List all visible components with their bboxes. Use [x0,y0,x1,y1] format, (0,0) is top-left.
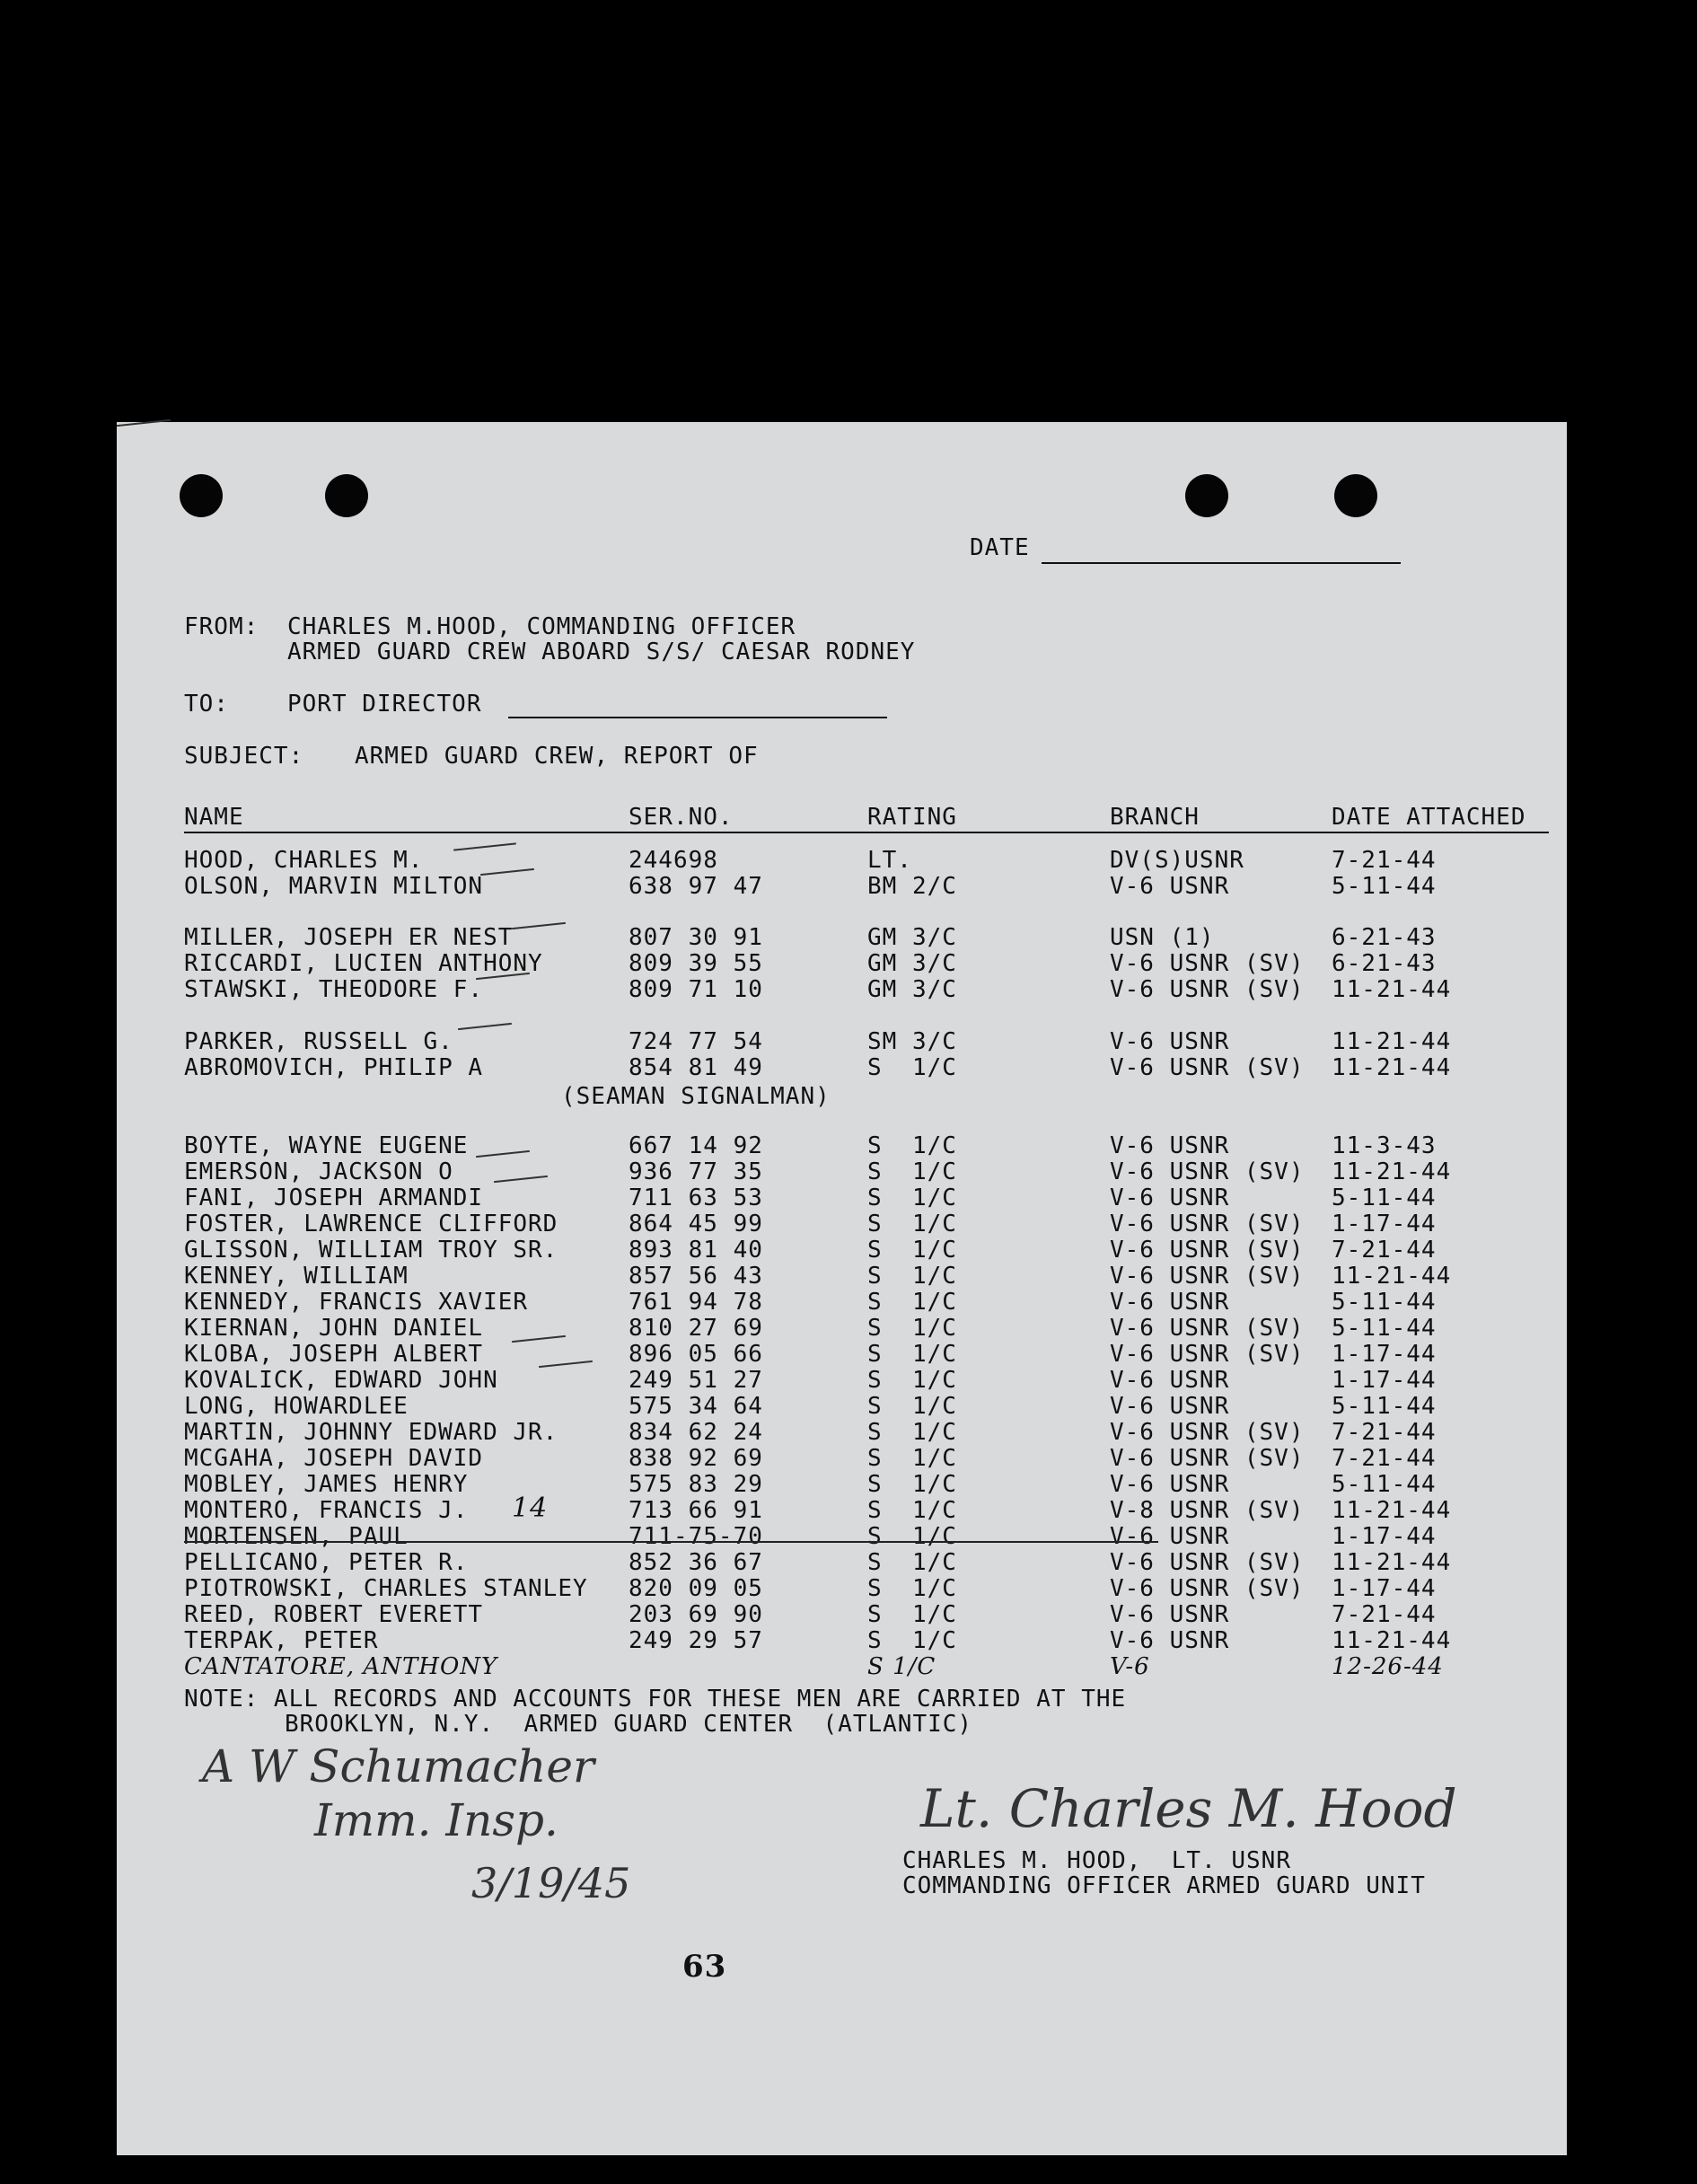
cell-ser: 857 56 43 [629,1263,763,1290]
cell-rating: S 1/C [867,1158,957,1185]
table-row [117,1394,1567,1420]
cell-rating: S 1/C [867,1497,957,1524]
cell-branch: V-6 USNR (SV) [1110,1419,1305,1446]
cell-ser: 838 92 69 [629,1445,763,1472]
cell-ser: 807 30 91 [629,924,763,951]
cell-date: 7-21-44 [1332,1237,1437,1264]
cell-name: HOOD, CHARLES M. [184,847,424,874]
cell-date: 12-26-44 [1332,1653,1444,1680]
cell-branch: V-6 USNR [1110,1627,1230,1654]
cell-branch: V-6 USNR (SV) [1110,1158,1305,1185]
cell-name: FANI, JOSEPH ARMANDI [184,1184,484,1211]
cell-date: 5-11-44 [1332,1315,1437,1342]
cell-rating: LT. [867,847,912,874]
cell-date: 5-11-44 [1332,873,1437,900]
table-row [117,1342,1567,1368]
cell-name: PELLICANO, PETER R. [184,1549,469,1576]
cell-name: FOSTER, LAWRENCE CLIFFORD [184,1211,558,1237]
punch-hole [1185,474,1228,517]
table-row [117,1654,1567,1680]
cell-rating: S 1/C [867,1237,957,1264]
cell-name: GLISSON, WILLIAM TROY SR. [184,1237,558,1264]
table-row [117,1524,1567,1550]
cell-branch: V-6 USNR (SV) [1110,1575,1305,1602]
cell-rating: BM 2/C [867,873,957,900]
signature-line-1: CHARLES M. HOOD, LT. USNR [902,1847,1291,1874]
cell-rating: S 1/C [867,1627,957,1654]
cell-name: KOVALICK, EDWARD JOHN [184,1367,498,1394]
cell-rating: S 1/C [867,1601,957,1628]
table-row [117,1493,1567,1524]
cell-date: 1-17-44 [1332,1211,1437,1237]
cell-ser: 810 27 69 [629,1315,763,1342]
cell-date: 11-21-44 [1332,1497,1452,1524]
cell-branch: V-6 USNR [1110,1523,1230,1550]
cell-rating: S 1/C [867,1054,957,1081]
cell-rating: S 1/C [867,1367,957,1394]
cell-branch: V-6 USNR [1110,1601,1230,1628]
cell-ser: 896 05 66 [629,1341,763,1368]
cell-branch: V-6 USNR [1110,1184,1230,1211]
cell-branch: USN (1) [1110,924,1215,951]
cell-rating: S 1/C [867,1393,957,1420]
cell-name: MONTERO, FRANCIS J. [184,1497,469,1524]
cell-date: 5-11-44 [1332,1471,1437,1498]
page-number: 63 [682,1949,727,1985]
table-row [117,925,1567,951]
table-row [117,1420,1567,1446]
signature-line-2: COMMANDING OFFICER ARMED GUARD UNIT [902,1872,1426,1899]
cell-rating: S 1/C [867,1315,957,1342]
cell-ser: 809 71 10 [629,976,763,1003]
cell-date: 11-21-44 [1332,1028,1452,1055]
cell-rating: S 1/C [867,1653,936,1680]
cell-ser: 820 09 05 [629,1575,763,1602]
check-mark [117,419,171,427]
cell-date: 6-21-43 [1332,924,1437,951]
cell-name: MARTIN, JOHNNY EDWARD JR. [184,1419,558,1446]
table-row [117,1029,1567,1055]
signalman-note: (SEAMAN SIGNALMAN) [561,1083,831,1110]
cell-ser: 575 34 64 [629,1393,763,1420]
cell-rating: S 1/C [867,1341,957,1368]
cell-rating: S 1/C [867,1549,957,1576]
cell-ser: 713 66 91 [629,1497,763,1524]
table-row [117,1550,1567,1576]
cell-branch: V-6 USNR (SV) [1110,1211,1305,1237]
cell-ser: 249 29 57 [629,1627,763,1654]
table-row [117,951,1567,977]
to-value: PORT DIRECTOR [287,691,482,718]
cell-rating: S 1/C [867,1419,957,1446]
cell-name: OLSON, MARVIN MILTON [184,873,484,900]
cell-name: MCGAHA, JOSEPH DAVID [184,1445,484,1472]
col-name: NAME [184,804,244,831]
cell-branch: V-6 USNR (SV) [1110,1445,1305,1472]
table-row [117,1159,1567,1185]
cell-rating: S 1/C [867,1211,957,1237]
table-row [117,1602,1567,1628]
table-row [117,1264,1567,1290]
cell-date: 1-17-44 [1332,1367,1437,1394]
cell-branch: V-6 USNR [1110,1028,1230,1055]
cell-rating: GM 3/C [867,950,957,977]
cell-branch: V-6 USNR (SV) [1110,1054,1305,1081]
cell-ser: 711 63 53 [629,1184,763,1211]
cell-name: KENNEY, WILLIAM [184,1263,409,1290]
cell-rating: GM 3/C [867,976,957,1003]
cell-rating: S 1/C [867,1184,957,1211]
cell-branch: V-6 USNR [1110,1289,1230,1316]
cell-name: STAWSKI, THEODORE F. [184,976,484,1003]
document-page [117,422,1567,2155]
cell-date: 11-21-44 [1332,976,1452,1003]
cell-date: 6-21-43 [1332,950,1437,977]
table-row [117,1237,1567,1264]
table-row [117,1576,1567,1602]
cell-date: 5-11-44 [1332,1289,1437,1316]
cell-ser: 852 36 67 [629,1549,763,1576]
cell-branch: V-6 USNR (SV) [1110,1341,1305,1368]
cell-rating: S 1/C [867,1289,957,1316]
date-blank [1042,562,1401,564]
cell-date: 1-17-44 [1332,1575,1437,1602]
table-row [117,1628,1567,1654]
cell-branch: V-6 USNR (SV) [1110,1263,1305,1290]
cell-name: BOYTE, WAYNE EUGENE [184,1132,469,1159]
cell-ser: 638 97 47 [629,873,763,900]
cell-name: MILLER, JOSEPH ER NEST [184,924,514,951]
cell-name: EMERSON, JACKSON O [184,1158,453,1185]
cell-branch: V-8 USNR (SV) [1110,1497,1305,1524]
cell-name: KENNEDY, FRANCIS XAVIER [184,1289,529,1316]
cell-rating: GM 3/C [867,924,957,951]
from-line-1: CHARLES M.HOOD, COMMANDING OFFICER [287,613,796,640]
cell-ser: 244698 [629,847,718,874]
cell-date: 7-21-44 [1332,1445,1437,1472]
from-line-2: ARMED GUARD CREW ABOARD S/S/ CAESAR RODNEY [287,638,916,665]
cell-name: KLOBA, JOSEPH ALBERT [184,1341,484,1368]
subject-label: SUBJECT: [184,743,304,770]
col-ser-no: SER.NO. [629,804,734,831]
cell-ser: 864 45 99 [629,1211,763,1237]
cell-branch: V-6 USNR [1110,1367,1230,1394]
cell-ser: 809 39 55 [629,950,763,977]
cell-branch: V-6 USNR (SV) [1110,1549,1305,1576]
cell-name: MOBLEY, JAMES HENRY [184,1471,469,1498]
cell-rating: S 1/C [867,1575,957,1602]
note-line-1: NOTE: ALL RECORDS AND ACCOUNTS FOR THESE MEN ARE CARRIED AT THE [184,1686,1127,1713]
cell-ser: 249 51 27 [629,1367,763,1394]
cell-branch: V-6 USNR (SV) [1110,950,1305,977]
cell-rating: S 1/C [867,1263,957,1290]
cell-ser: 761 94 78 [629,1289,763,1316]
table-row [117,848,1567,874]
cell-date: 1-17-44 [1332,1341,1437,1368]
cell-date: 11-21-44 [1332,1263,1452,1290]
table-row [117,1133,1567,1159]
commander-signature: Lt. Charles M. Hood [920,1778,1457,1839]
cell-branch: DV(S)USNR [1110,847,1244,874]
col-date-attached: DATE ATTACHED [1332,804,1526,831]
cell-name: LONG, HOWARDLEE [184,1393,409,1420]
cell-rating: S 1/C [867,1471,957,1498]
cell-name: PIOTROWSKI, CHARLES STANLEY [184,1575,588,1602]
col-rating: RATING [867,804,957,831]
inspector-signature: A W Schumacher [202,1740,594,1792]
cell-date: 5-11-44 [1332,1393,1437,1420]
inspection-date: 3/19/45 [471,1859,631,1907]
cell-ser: 203 69 90 [629,1601,763,1628]
cell-name: REED, ROBERT EVERETT [184,1601,484,1628]
punch-hole [180,474,223,517]
cell-date: 11-3-43 [1332,1132,1437,1159]
inspector-title: Imm. Insp. [314,1794,558,1846]
col-branch: BRANCH [1110,804,1200,831]
cell-ser: 711-75-70 [629,1523,763,1550]
cell-date: 7-21-44 [1332,1601,1437,1628]
cell-date: 11-21-44 [1332,1549,1452,1576]
cell-date: 7-21-44 [1332,1419,1437,1446]
cell-date: 7-21-44 [1332,847,1437,874]
date-label: DATE [970,534,1030,561]
cell-branch: V-6 USNR (SV) [1110,1315,1305,1342]
cell-date: 1-17-44 [1332,1523,1437,1550]
cell-ser: 893 81 40 [629,1237,763,1264]
cell-rating: S 1/C [867,1445,957,1472]
cell-ser: 854 81 49 [629,1054,763,1081]
table-row [117,1368,1567,1394]
cell-name: CANTATORE, ANTHONY [184,1653,498,1680]
table-row [117,977,1567,1003]
note-line-2: BROOKLYN, N.Y. ARMED GUARD CENTER (ATLANTIC) [285,1711,973,1738]
cell-branch: V-6 USNR (SV) [1110,976,1305,1003]
cell-ser: 834 62 24 [629,1419,763,1446]
from-label: FROM: [184,613,259,640]
cell-rating: SM 3/C [867,1028,957,1055]
cell-name: KIERNAN, JOHN DANIEL [184,1315,484,1342]
cell-branch: V-6 USNR (SV) [1110,1237,1305,1264]
cell-ser: 667 14 92 [629,1132,763,1159]
subject-value: ARMED GUARD CREW, REPORT OF [355,743,759,770]
cell-branch: V-6 USNR [1110,1132,1230,1159]
to-blank [508,717,887,718]
cell-date: 11-21-44 [1332,1158,1452,1185]
cell-name: RICCARDI, LUCIEN ANTHONY [184,950,543,977]
cell-ser: 936 77 35 [629,1158,763,1185]
cell-branch: V-6 [1110,1653,1150,1680]
cell-date: 11-21-44 [1332,1054,1452,1081]
punch-hole [1334,474,1377,517]
table-row [117,1185,1567,1211]
strike-through [184,1541,1158,1543]
table-row [117,1211,1567,1237]
table-row [117,1316,1567,1342]
table-row [117,1446,1567,1472]
cell-date: 11-21-44 [1332,1627,1452,1654]
cell-rating: S 1/C [867,1132,957,1159]
table-row [117,874,1567,900]
cell-rating: S 1/C [867,1523,957,1550]
table-row [117,1055,1567,1081]
cell-name: TERPAK, PETER [184,1627,379,1654]
cell-name: ABROMOVICH, PHILIP A [184,1054,484,1081]
table-row [117,1290,1567,1316]
cell-branch: V-6 USNR [1110,1393,1230,1420]
cell-branch: V-6 USNR [1110,1471,1230,1498]
cell-ser: 575 83 29 [629,1471,763,1498]
cell-branch: V-6 USNR [1110,873,1230,900]
header-rule [184,832,1549,833]
cell-date: 5-11-44 [1332,1184,1437,1211]
cell-ser: 724 77 54 [629,1028,763,1055]
table-row [117,1472,1567,1498]
cell-name: PARKER, RUSSELL G. [184,1028,453,1055]
cell-name: MORTENSEN, PAUL [184,1523,409,1550]
to-label: TO: [184,691,229,718]
margin-mark: 14 [512,1493,549,1524]
punch-hole [325,474,368,517]
